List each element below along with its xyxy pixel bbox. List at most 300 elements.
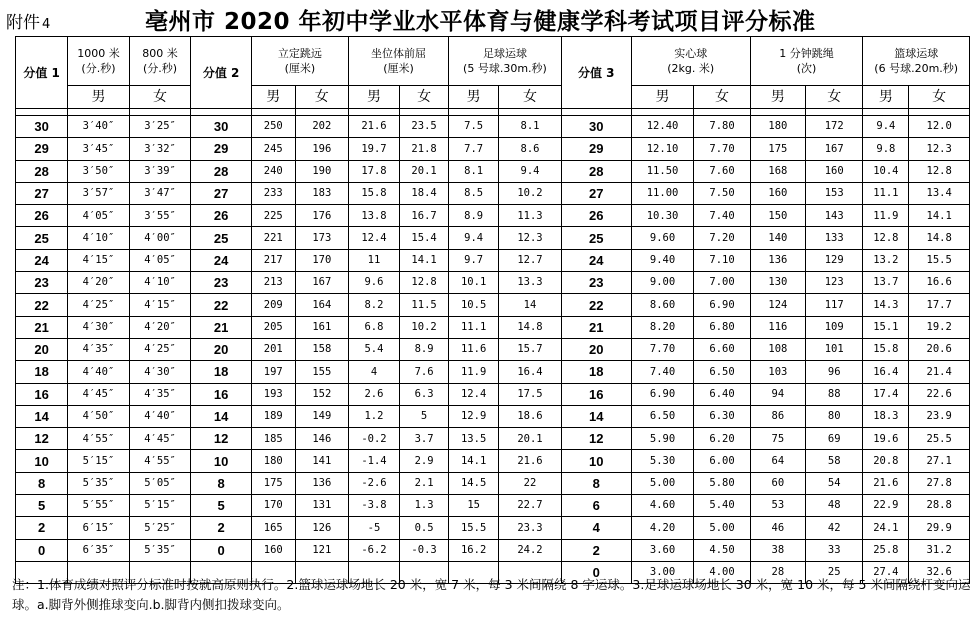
sit-reach-male-cell: 5.4	[348, 338, 399, 360]
sit-reach-female-cell: 18.4	[400, 182, 449, 204]
rope-female-cell: 129	[806, 249, 863, 271]
football-header: 足球运球 (5 号球.30m.秒)	[449, 37, 562, 86]
solid-ball-male-cell: 11.00	[631, 182, 694, 204]
basketball-female-cell: 17.7	[909, 294, 970, 316]
run1000-cell: 4′25″	[68, 294, 130, 316]
football-male-cell: 10.5	[449, 294, 499, 316]
basketball-male-cell: 11.1	[863, 182, 909, 204]
score3-cell: 28	[561, 160, 631, 182]
score2-cell: 27	[191, 182, 252, 204]
score1-cell: 18	[16, 361, 68, 383]
score3-cell: 16	[561, 383, 631, 405]
basketball-male-cell: 12.8	[863, 227, 909, 249]
solid-ball-female-cell: 5.80	[694, 472, 750, 494]
score3-cell: 0	[561, 561, 631, 583]
sit-reach-male-cell: 6.8	[348, 316, 399, 338]
rope-female-cell: 48	[806, 495, 863, 517]
long-jump-female-cell: 126	[295, 517, 348, 539]
gender-male-label: 男	[348, 86, 399, 109]
sit-reach-female-cell: 12.8	[400, 272, 449, 294]
solid-ball-male-cell: 5.90	[631, 428, 694, 450]
score2-cell: 21	[191, 316, 252, 338]
gender-male-label: 男	[449, 86, 499, 109]
rope-male-cell: 75	[750, 428, 805, 450]
gender-male-label: 男	[631, 86, 694, 109]
football-female-cell: 8.6	[499, 138, 562, 160]
score3-cell: 14	[561, 405, 631, 427]
score1-cell: 10	[16, 450, 68, 472]
run800-cell: 3′47″	[129, 182, 191, 204]
long-jump-female-cell: 158	[295, 338, 348, 360]
run1000-header: 1000 米 (分.秒)	[68, 37, 130, 86]
basketball-female-cell: 14.8	[909, 227, 970, 249]
rope-female-cell: 54	[806, 472, 863, 494]
score3-cell: 6	[561, 495, 631, 517]
sit-reach-male-cell: -1.4	[348, 450, 399, 472]
document-header	[0, 0, 978, 36]
rope-skipping-header: 1 分钟跳绳 (次)	[750, 37, 863, 86]
basketball-male-cell: 18.3	[863, 405, 909, 427]
rope-male-cell: 46	[750, 517, 805, 539]
sit-reach-male-cell: 19.7	[348, 138, 399, 160]
table-row	[16, 338, 970, 360]
long-jump-male-cell: 160	[251, 539, 295, 561]
score3-cell: 22	[561, 294, 631, 316]
run800-cell: 4′00″	[129, 227, 191, 249]
football-female-cell: 14.8	[499, 316, 562, 338]
sit-reach-male-cell: 2.6	[348, 383, 399, 405]
table-row	[16, 517, 970, 539]
sit-reach-male-cell: -0.2	[348, 428, 399, 450]
footnote: 注：1.体育成绩对照评分标准时按就高原则执行。2.篮球运球场地长 20 米，宽 7 米，每 3 米间隔绕 8 字运球。3.足球运球场地长 30 米，宽 10 米，每 5 米间隔绕杆变向运球。a.脚背外侧推球变向.b.脚背内侧扣拨球变向。	[12, 577, 971, 612]
football-male-cell: 9.7	[449, 249, 499, 271]
score3-cell: 4	[561, 517, 631, 539]
basketball-male-cell: 13.7	[863, 272, 909, 294]
basketball-header: 篮球运球 (6 号球.20m.秒)	[863, 37, 970, 86]
score1-cell: 8	[16, 472, 68, 494]
score2-cell: 23	[191, 272, 252, 294]
solid-ball-female-cell: 7.60	[694, 160, 750, 182]
run800-cell: 3′32″	[129, 138, 191, 160]
sit-reach-female-cell: 23.5	[400, 116, 449, 138]
solid-ball-male-cell: 3.00	[631, 561, 694, 583]
gender-male-label: 男	[68, 86, 130, 109]
long-jump-header: 立定跳远 (厘米)	[251, 37, 348, 86]
rope-male-cell: 160	[750, 182, 805, 204]
run800-cell: 4′05″	[129, 249, 191, 271]
solid-ball-female-cell: 6.40	[694, 383, 750, 405]
score1-cell: 0	[16, 539, 68, 561]
solid-ball-male-cell: 12.40	[631, 116, 694, 138]
run800-header: 800 米 (分.秒)	[129, 37, 191, 86]
long-jump-female-cell: 149	[295, 405, 348, 427]
rope-female-cell: 88	[806, 383, 863, 405]
football-male-cell: 14.1	[449, 450, 499, 472]
score2-cell: 12	[191, 428, 252, 450]
sit-reach-male-cell: 1.2	[348, 405, 399, 427]
basketball-female-cell: 14.1	[909, 205, 970, 227]
rope-male-cell: 116	[750, 316, 805, 338]
long-jump-male-cell: 197	[251, 361, 295, 383]
basketball-female-cell: 21.4	[909, 361, 970, 383]
score2-cell: 28	[191, 160, 252, 182]
sit-reach-female-cell: 3.7	[400, 428, 449, 450]
run800-cell: 3′39″	[129, 160, 191, 182]
solid-ball-male-cell: 8.60	[631, 294, 694, 316]
table-row	[16, 495, 970, 517]
sit-reach-female-cell: 6.3	[400, 383, 449, 405]
sit-reach-male-cell: 15.8	[348, 182, 399, 204]
score3-cell: 10	[561, 450, 631, 472]
run800-cell: 5′25″	[129, 517, 191, 539]
score1-cell: 22	[16, 294, 68, 316]
basketball-female-cell: 20.6	[909, 338, 970, 360]
sit-reach-female-cell: 21.8	[400, 138, 449, 160]
football-male-cell: 7.5	[449, 116, 499, 138]
sit-reach-male-cell: -3.8	[348, 495, 399, 517]
long-jump-female-cell: 183	[295, 182, 348, 204]
sit-reach-male-cell: 11	[348, 249, 399, 271]
rope-female-cell: 25	[806, 561, 863, 583]
solid-ball-male-cell: 12.10	[631, 138, 694, 160]
football-male-cell: 14.5	[449, 472, 499, 494]
score2-cell: 20	[191, 338, 252, 360]
basketball-female-cell: 12.0	[909, 116, 970, 138]
table-row	[16, 450, 970, 472]
basketball-male-cell: 9.4	[863, 116, 909, 138]
basketball-female-cell: 25.5	[909, 428, 970, 450]
score2-cell: 10	[191, 450, 252, 472]
table-row	[16, 182, 970, 204]
rope-female-cell: 96	[806, 361, 863, 383]
solid-ball-male-cell: 11.50	[631, 160, 694, 182]
score2-header: 分值 2	[191, 37, 252, 109]
basketball-male-cell: 15.8	[863, 338, 909, 360]
rope-male-cell: 86	[750, 405, 805, 427]
long-jump-female-cell: 136	[295, 472, 348, 494]
score2-cell: 8	[191, 472, 252, 494]
long-jump-female-cell: 152	[295, 383, 348, 405]
long-jump-male-cell: 240	[251, 160, 295, 182]
football-female-cell: 13.3	[499, 272, 562, 294]
solid-ball-female-cell: 6.90	[694, 294, 750, 316]
score2-cell: 18	[191, 361, 252, 383]
solid-ball-female-cell: 7.00	[694, 272, 750, 294]
score2-cell: 16	[191, 383, 252, 405]
header-spacer-row	[16, 109, 970, 116]
sit-reach-male-cell: -2.6	[348, 472, 399, 494]
run1000-cell: 4′05″	[68, 205, 130, 227]
sit-reach-female-cell: 7.6	[400, 361, 449, 383]
score3-cell: 18	[561, 361, 631, 383]
score3-cell: 30	[561, 116, 631, 138]
football-male-cell: 12.4	[449, 383, 499, 405]
score1-cell: 14	[16, 405, 68, 427]
score1-cell: 30	[16, 116, 68, 138]
basketball-female-cell: 12.3	[909, 138, 970, 160]
run1000-cell: 3′50″	[68, 160, 130, 182]
score3-cell: 25	[561, 227, 631, 249]
rope-male-cell: 94	[750, 383, 805, 405]
solid-ball-male-cell: 4.20	[631, 517, 694, 539]
run800-cell: 4′55″	[129, 450, 191, 472]
football-male-cell: 8.5	[449, 182, 499, 204]
rope-female-cell: 160	[806, 160, 863, 182]
solid-ball-male-cell: 3.60	[631, 539, 694, 561]
solid-ball-male-cell: 9.40	[631, 249, 694, 271]
basketball-male-cell: 16.4	[863, 361, 909, 383]
rope-female-cell: 117	[806, 294, 863, 316]
football-male-cell: 15.5	[449, 517, 499, 539]
score2-cell: 30	[191, 116, 252, 138]
basketball-male-cell: 11.9	[863, 205, 909, 227]
gender-female-label: 女	[499, 86, 562, 109]
long-jump-male-cell: 180	[251, 450, 295, 472]
table-row	[16, 383, 970, 405]
sit-reach-female-cell: 0.5	[400, 517, 449, 539]
sit-reach-female-cell: -0.3	[400, 539, 449, 561]
sit-reach-female-cell: 20.1	[400, 160, 449, 182]
sit-reach-female-cell: 11.5	[400, 294, 449, 316]
sit-reach-male-cell: 12.4	[348, 227, 399, 249]
long-jump-male-cell: 175	[251, 472, 295, 494]
score2-cell: 2	[191, 517, 252, 539]
football-female-cell: 21.6	[499, 450, 562, 472]
sit-reach-header: 坐位体前屈 (厘米)	[348, 37, 448, 86]
sit-reach-male-cell: -6.2	[348, 539, 399, 561]
table-row	[16, 205, 970, 227]
score1-header: 分值 1	[16, 37, 68, 109]
football-male-cell: 10.1	[449, 272, 499, 294]
score2-cell: 14	[191, 405, 252, 427]
long-jump-female-cell: 121	[295, 539, 348, 561]
run1000-cell: 4′20″	[68, 272, 130, 294]
solid-ball-male-cell: 4.60	[631, 495, 694, 517]
run1000-cell: 5′15″	[68, 450, 130, 472]
sit-reach-female-cell: 8.9	[400, 338, 449, 360]
long-jump-male-cell: 205	[251, 316, 295, 338]
rope-female-cell: 58	[806, 450, 863, 472]
football-male-cell: 11.9	[449, 361, 499, 383]
basketball-female-cell: 31.2	[909, 539, 970, 561]
solid-ball-male-cell: 5.00	[631, 472, 694, 494]
run800-cell: 4′20″	[129, 316, 191, 338]
football-female-cell: 14	[499, 294, 562, 316]
table-row	[16, 361, 970, 383]
run800-cell: 4′10″	[129, 272, 191, 294]
gender-female-label: 女	[806, 86, 863, 109]
sit-reach-male-cell: 21.6	[348, 116, 399, 138]
basketball-female-cell: 12.8	[909, 160, 970, 182]
football-male-cell: 9.4	[449, 227, 499, 249]
rope-female-cell: 80	[806, 405, 863, 427]
score1-cell: 23	[16, 272, 68, 294]
basketball-male-cell: 25.8	[863, 539, 909, 561]
header-row-gender	[16, 86, 970, 109]
rope-female-cell: 167	[806, 138, 863, 160]
football-female-cell: 22.7	[499, 495, 562, 517]
solid-ball-male-cell: 6.50	[631, 405, 694, 427]
sit-reach-male-cell: 17.8	[348, 160, 399, 182]
long-jump-male-cell: 193	[251, 383, 295, 405]
gender-female-label: 女	[295, 86, 348, 109]
football-male-cell: 8.1	[449, 160, 499, 182]
run800-cell: 4′45″	[129, 428, 191, 450]
score1-cell: 24	[16, 249, 68, 271]
long-jump-female-cell: 190	[295, 160, 348, 182]
football-female-cell: 12.7	[499, 249, 562, 271]
run800-cell: 4′25″	[129, 338, 191, 360]
sit-reach-female-cell: 2.1	[400, 472, 449, 494]
football-female-cell: 15.7	[499, 338, 562, 360]
football-female-cell: 24.2	[499, 539, 562, 561]
long-jump-male-cell: 209	[251, 294, 295, 316]
scoring-table	[15, 36, 970, 584]
run1000-cell: 5′35″	[68, 472, 130, 494]
rope-female-cell: 42	[806, 517, 863, 539]
rope-female-cell: 153	[806, 182, 863, 204]
rope-male-cell: 136	[750, 249, 805, 271]
basketball-female-cell: 23.9	[909, 405, 970, 427]
run1000-cell: 4′10″	[68, 227, 130, 249]
header-row-items	[16, 37, 970, 86]
basketball-female-cell: 15.5	[909, 249, 970, 271]
score3-cell: 27	[561, 182, 631, 204]
solid-ball-female-cell: 7.50	[694, 182, 750, 204]
table-row	[16, 316, 970, 338]
basketball-female-cell: 27.8	[909, 472, 970, 494]
document-title: 亳州市 2020 年初中学业水平体育与健康学科考试项目评分标准	[145, 9, 816, 35]
solid-ball-female-cell: 6.30	[694, 405, 750, 427]
score2-cell: 5	[191, 495, 252, 517]
basketball-female-cell: 32.6	[909, 561, 970, 583]
score1-cell: 12	[16, 428, 68, 450]
football-male-cell: 11.6	[449, 338, 499, 360]
score1-cell: 21	[16, 316, 68, 338]
score2-cell: 22	[191, 294, 252, 316]
run800-cell: 3′25″	[129, 116, 191, 138]
table-row	[16, 116, 970, 138]
football-female-cell: 17.5	[499, 383, 562, 405]
table-row	[16, 249, 970, 271]
football-female-cell: 20.1	[499, 428, 562, 450]
sit-reach-female-cell: 16.7	[400, 205, 449, 227]
long-jump-female-cell: 161	[295, 316, 348, 338]
rope-male-cell: 140	[750, 227, 805, 249]
basketball-male-cell: 14.3	[863, 294, 909, 316]
solid-ball-header: 实心球 (2kg. 米)	[631, 37, 750, 86]
score3-cell: 29	[561, 138, 631, 160]
long-jump-female-cell: 164	[295, 294, 348, 316]
run1000-cell: 5′55″	[68, 495, 130, 517]
solid-ball-male-cell: 9.00	[631, 272, 694, 294]
long-jump-female-cell: 155	[295, 361, 348, 383]
long-jump-female-cell: 170	[295, 249, 348, 271]
solid-ball-female-cell: 7.80	[694, 116, 750, 138]
rope-male-cell: 175	[750, 138, 805, 160]
football-male-cell: 8.9	[449, 205, 499, 227]
score3-cell: 2	[561, 539, 631, 561]
run1000-cell: 4′15″	[68, 249, 130, 271]
run1000-cell: 6′15″	[68, 517, 130, 539]
basketball-female-cell: 13.4	[909, 182, 970, 204]
run1000-cell: 3′57″	[68, 182, 130, 204]
long-jump-female-cell: 167	[295, 272, 348, 294]
long-jump-male-cell: 245	[251, 138, 295, 160]
basketball-male-cell: 13.2	[863, 249, 909, 271]
table-row	[16, 405, 970, 427]
score1-cell: 28	[16, 160, 68, 182]
solid-ball-female-cell: 5.00	[694, 517, 750, 539]
basketball-male-cell: 22.9	[863, 495, 909, 517]
rope-female-cell: 123	[806, 272, 863, 294]
long-jump-female-cell: 146	[295, 428, 348, 450]
football-female-cell: 23.3	[499, 517, 562, 539]
score1-cell: 25	[16, 227, 68, 249]
rope-female-cell: 33	[806, 539, 863, 561]
run800-cell: 4′35″	[129, 383, 191, 405]
solid-ball-male-cell: 8.20	[631, 316, 694, 338]
gender-male-label: 男	[750, 86, 805, 109]
football-female-cell: 16.4	[499, 361, 562, 383]
football-female-cell: 12.3	[499, 227, 562, 249]
run1000-cell: 4′30″	[68, 316, 130, 338]
football-male-cell: 7.7	[449, 138, 499, 160]
basketball-female-cell: 28.8	[909, 495, 970, 517]
rope-male-cell: 64	[750, 450, 805, 472]
long-jump-female-cell: 202	[295, 116, 348, 138]
rope-male-cell: 108	[750, 338, 805, 360]
sit-reach-male-cell: 4	[348, 361, 399, 383]
run1000-cell: 4′50″	[68, 405, 130, 427]
sit-reach-male-cell: 9.6	[348, 272, 399, 294]
football-female-cell: 10.2	[499, 182, 562, 204]
score1-cell: 27	[16, 182, 68, 204]
table-row	[16, 294, 970, 316]
football-female-cell: 11.3	[499, 205, 562, 227]
score3-cell: 26	[561, 205, 631, 227]
basketball-female-cell: 19.2	[909, 316, 970, 338]
run800-cell: 4′30″	[129, 361, 191, 383]
solid-ball-female-cell: 7.10	[694, 249, 750, 271]
solid-ball-female-cell: 7.40	[694, 205, 750, 227]
rope-male-cell: 124	[750, 294, 805, 316]
table-row	[16, 539, 970, 561]
solid-ball-female-cell: 7.70	[694, 138, 750, 160]
rope-female-cell: 69	[806, 428, 863, 450]
basketball-male-cell: 9.8	[863, 138, 909, 160]
run800-cell: 4′15″	[129, 294, 191, 316]
run1000-cell: 3′45″	[68, 138, 130, 160]
long-jump-male-cell: 250	[251, 116, 295, 138]
score2-cell: 25	[191, 227, 252, 249]
long-jump-female-cell: 196	[295, 138, 348, 160]
score1-cell: 26	[16, 205, 68, 227]
score3-cell: 23	[561, 272, 631, 294]
football-male-cell: 15	[449, 495, 499, 517]
football-female-cell: 22	[499, 472, 562, 494]
sit-reach-female-cell: 1.3	[400, 495, 449, 517]
basketball-male-cell: 15.1	[863, 316, 909, 338]
football-male-cell: 13.5	[449, 428, 499, 450]
sit-reach-female-cell: 5	[400, 405, 449, 427]
football-female-cell: 9.4	[499, 160, 562, 182]
annex-label: 附件 4	[6, 13, 51, 33]
basketball-male-cell: 21.6	[863, 472, 909, 494]
basketball-male-cell: 17.4	[863, 383, 909, 405]
table-row	[16, 138, 970, 160]
football-male-cell: 16.2	[449, 539, 499, 561]
